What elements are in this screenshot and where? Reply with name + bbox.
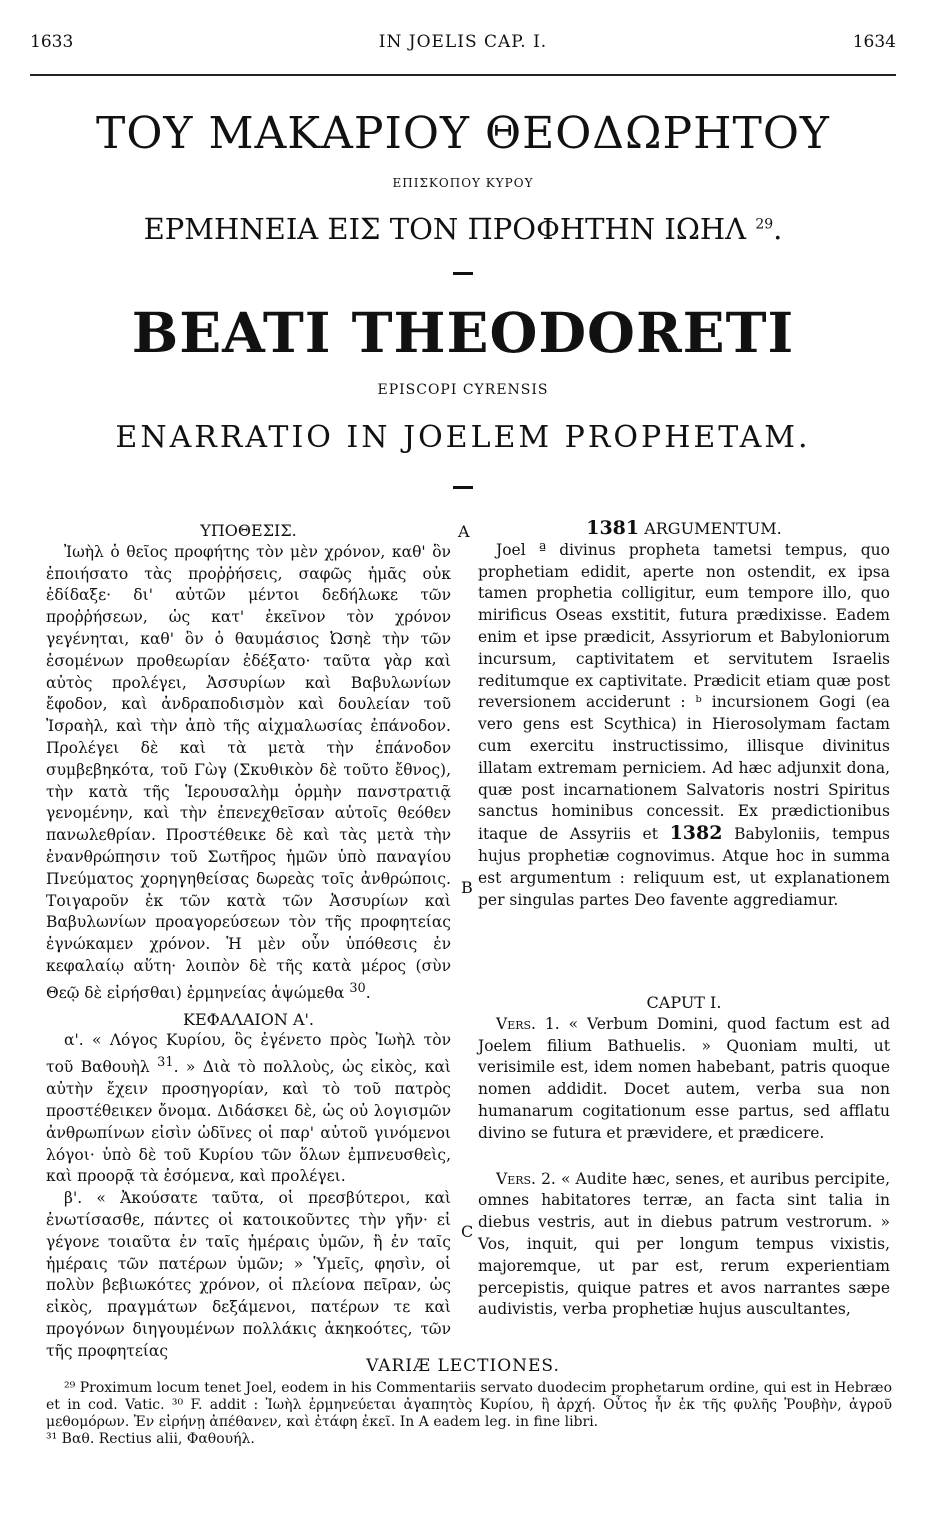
title-greek: ΤΟΥ ΜΑΚΑΡΙΟΥ ΘΕΟΔΩΡΗΤΟΥ — [96, 108, 830, 159]
footnote-29-text: ²⁹ Proximum locum tenet Joel, eodem in his Commentariis servato duodecim prophetarum ordine, qui est in Hebræo et in cod. Vatic. — [46, 1380, 892, 1413]
subtitle-latin: EPISCOPI CYRENSIS — [377, 382, 549, 398]
heading-greek: ΕΡΜΗΝΕΙΑ ΕΙΣ ΤΟΝ ΠΡΟΦΗΤΗΝ ΙΩΗΛ $^{29}$. — [143, 212, 783, 246]
page-number-left: 1633 — [30, 32, 74, 52]
footnote-31: ³¹ Βαθ. Rectius alii, Φαθουήλ. — [46, 1431, 255, 1447]
verse-1-latin-text: « Verbum Domini, quod factum est ad Joelem filium Bathuelis. » Quoniam multi, ut verisimile est, idem nomen habebant, patris quoque nomen addidit. Docet autem, verba sua non humanarum cogitationum esse partus, sed afflatu divino se futura et prævidere, et prædicere. — [478, 1014, 891, 1142]
separator-dash-2 — [453, 486, 473, 489]
argumentum-paragraph — [478, 540, 890, 912]
note-ref-31: 31 — [157, 1055, 174, 1071]
latin-column-chapter — [478, 992, 890, 1321]
hypothesis-heading: ΥΠΟΘΕΣΙΣ. — [200, 521, 297, 540]
verse-1-greek-text: α'. « Λόγος Κυρίου, ὃς ἐγένετο πρὸς Ἰωὴλ τὸν τοῦ Βαθουὴλ — [46, 1031, 451, 1077]
argumentum-heading-line — [478, 518, 890, 540]
chapter-heading-greek: ΚΕΦΑΛΑΙΟΝ Α'. — [183, 1009, 314, 1029]
verse-2-label: Vers. 2. — [496, 1169, 556, 1188]
column-number-1382: 1382 — [669, 822, 723, 845]
chapter-heading-latin: CAPUT I. — [646, 993, 722, 1012]
running-title: IN JOELIS CAP. I. — [378, 32, 548, 52]
hypothesis-paragraph: Ἰωὴλ ὁ θεῖος προφήτης τὸν μὲν χρόνον, καθ' ὃν ἐποιήσατο τὰς προῤῥήσεις, σαφῶς ἡμᾶς οὐκ ἐδίδαξε· δι' αὐτῶν μέντοι δεδήλωκε τῶν προῤῥήσεων, ὡς κατ' ἐκεῖνον τὸν χρόνον γεγένηται, καθ' ὃν ὁ θαυμάσιος Ὠσηὲ τὴν τῶν ἐσομένων προθεωρίαν ἐδέξατο· ταῦτα γὰρ καὶ αὐτὸς προλέγει, Ἀσσυρίων καὶ Βαβυλωνίων ἔφοδον, καὶ ἀνδραποδισμὸν καὶ δουλείαν τοῦ Ἰσραὴλ, καὶ τὴν ἀπὸ τῆς αἰχμαλωσίας ἐπάνοδον. Προλέγει δὲ καὶ τὰ μετὰ τὴν ἐπάνοδον συμβεβηκότα, τοῦ Γὼγ (Σκυθικὸν δὲ τοῦτο ἔθνος), τὴν κατὰ τῆς Ἱερουσαλὴμ ὁρμὴν πανστρατιᾷ γενομένην, καὶ τὴν ἐπενεχθεῖσαν αὐτοῖς θεόθεν πανωλεθρίαν. Προστέθεικε δὲ καὶ τὰς μετὰ τὴν ἐνανθρώπησιν τοῦ Σωτῆρος ἡμῶν ὑπὸ παναγίου Πνεύματος χορηγηθείσας δωρεὰς τοῖς ἀνθρώποις. Τοιγαροῦν ἐκ τῶν κατὰ τῶν Ἀσσυρίων καὶ Βαβυλωνίων προαγορεύσεων τὸν τῆς προφητείας ἐγνώκαμεν χρόνον. Ἡ μὲν οὖν ὑπόθεσις ἐν κεφαλαίῳ αὕτη· λοιπὸν δὲ τῆς κατὰ μέρος (σὺν Θεῷ δὲ εἰρήσθαι) ἑρμηνείας ἁψώμεθα $^{30}$. — [46, 542, 451, 1002]
margin-marker-c: C — [461, 1222, 474, 1241]
footnote-30-text: ³⁰ F. addit : Ἰωὴλ ἑρμηνεύεται ἀγαπητὸς Κυρίου, ἢ ἀρχή. Οὗτος ἦν ἐκ τῆς φυλῆς Ῥουβὴν, ἀγροῦ μεθομόρων. Ἐν εἰρήνῃ ἀπέθανεν, καὶ ἐτάφη ἐκεῖ. In A eadem leg. in fine libri. — [46, 1397, 892, 1430]
verse-1-label: Vers. 1. — [496, 1014, 560, 1033]
page-number-right: 1634 — [852, 32, 896, 52]
variae-lectiones-heading: VARIÆ LECTIONES. — [366, 1356, 560, 1376]
footnotes — [46, 1380, 892, 1448]
note-ref-30: 30 — [349, 980, 366, 996]
column-number-1381: 1381 — [586, 517, 640, 539]
verse-1-greek-rest: . » Διὰ τὸ πολλοὺς, ὡς εἰκὸς, καὶ αὐτὴν ἔχειν προσηγορίαν, καὶ τὸ τοῦ πατρὸς προστέθεικεν ὄνομα. Διδάσκει δὲ, ὡς οὐ λογισμῶν ἀνθρωπίνων εἰσὶν ὠδῖνες οἱ παρ' αὐτοῦ γινόμενοι λόγοι· ὑπὸ δὲ τοῦ Κυρίου τῶν ὅλων ἐμπνευσθεὶς, καὶ προορᾷ τὰ ἐσόμενα, καὶ προλέγει. — [46, 1058, 451, 1186]
heading-latin: ENARRATIO IN JOELEM PROPHETAM. — [115, 420, 811, 455]
header-rule — [30, 74, 896, 76]
footnote-29 — [46, 1380, 892, 1431]
verse-1-greek — [46, 1030, 451, 1188]
heading-greek-text: ΕΡΜΗΝΕΙΑ ΕΙΣ ΤΟΝ ΠΡΟΦΗΤΗΝ ΙΩΗΛ — [143, 212, 747, 246]
argumentum-heading: ARGUMENTUM. — [644, 519, 782, 538]
verse-2-latin — [478, 1169, 890, 1322]
verse-2-latin-text: « Audite hæc, senes, et auribus percipite, omnes habitatores terræ, an facta sint talia in diebus vestris, aut in diebus patrum vestrorum. » Vos, inquit, qui per longum tempus vixistis, majoremque, ut par est, rerum experientiam percepistis, quique patres et avos narrantes sæpe audivistis, verba prophetiæ hujus auscultantes, — [478, 1169, 891, 1319]
argumentum-text-1: Joel ª divinus propheta tametsi tempus, quo prophetiam edidit, aperte non ostendit, ex ipsa tamen prophetia colligitur, eum tempore illo, quo mirificus Oseas exstitit, futura prædixisse. Eadem enim et ipse prædicit, Assyriorum et Babyloniorum incursum, captivitatem et servitutem Israelis reditumque ex captivitate. Prædicit etiam quæ post reversionem acciderunt : ᵇ incursionem Gogi (ea vero gens est Scythica) in Hierosolymam factam cum exercitu instructissimo, illisque divinitus illatam extremam perniciem. Ad hæc adjunxit dona, quæ post incarnationem Salvatoris nostri Spiritus sanctus hominibus concessit. Ex prædictionibus itaque de Assyriis et — [478, 540, 890, 844]
note-ref-29: 29 — [755, 216, 774, 233]
verse-2-greek: β'. « Ἀκούσατε ταῦτα, οἱ πρεσβύτεροι, καὶ ἐνωτίσασθε, πάντες οἱ κατοικοῦντες τὴν γῆν· εἰ γέγονε τοιαῦτα ἐν ταῖς ἡμέραις ὑμῶν, ἢ ἐν ταῖς ἡμέραις τῶν πατέρων ὑμῶν; » Ὑμεῖς, φησὶν, οἱ πολὺν βεβιωκότες χρόνον, οἱ πλείονα πεῖραν, ὡς εἰκὸς, πραγμάτων δεξάμενοι, πατέρων τε καὶ προγόνων διηγουμένων πολλάκις ἀκηκοότες, τῶν τῆς προφητείας — [46, 1189, 451, 1360]
title-latin: BEATI THEODORETI — [131, 300, 795, 365]
subtitle-greek: ΕΠΙΣΚΟΠΟΥ ΚΥΡΟΥ — [392, 176, 534, 190]
argumentum-text-2: Babyloniis, tempus hujus prophetiæ cognovimus. Atque hoc in summa est argumentum : reliquum est, ut explanationem per singulas partes Deo favente aggrediamur. — [478, 825, 891, 909]
margin-marker-b: B — [461, 878, 473, 897]
running-head — [30, 32, 896, 54]
separator-dash — [453, 272, 473, 275]
greek-column — [46, 520, 451, 1363]
latin-column — [478, 518, 890, 911]
margin-marker-a: A — [458, 522, 470, 541]
verse-1-latin — [478, 1014, 890, 1145]
hypothesis-text: Ἰωὴλ ὁ θεῖος προφήτης τὸν μὲν χρόνον, καθ' ὃν ἐποιήσατο τὰς προῤῥήσεις, σαφῶς ἡμᾶς οὐκ ἐδίδαξε· δι' αὐτῶν μέντοι δεδήλωκε τῶν προῤῥήσεων, ὡς κατ' ἐκεῖνον τὸν χρόνον γεγένηται, καθ' ὃν ὁ θαυμάσιος Ὠσηὲ τὴν τῶν ἐσομένων προθεωρίαν ἐδέξατο· ταῦτα γὰρ καὶ αὐτὸς προλέγει, Ἀσσυρίων καὶ Βαβυλωνίων ἔφοδον, καὶ ἀνδραποδισμὸν καὶ δουλείαν τοῦ Ἰσραὴλ, καὶ τὴν ἀπὸ τῆς αἰχμαλωσίας ἐπάνοδον. Προλέγει δὲ καὶ τὰ μετὰ τὴν ἐπάνοδον συμβεβηκότα, τοῦ Γὼγ (Σκυθικὸν δὲ τοῦτο ἔθνος), τὴν κατὰ τῆς Ἱερουσαλὴμ ὁρμὴν πανστρατιᾷ γενομένην, καὶ τὴν ἐπενεχθεῖσαν αὐτοῖς θεόθεν πανωλεθρίαν. Προστέθεικε δὲ καὶ τὰς μετὰ τὴν ἐνανθρώπησιν τοῦ Σωτῆρος ἡμῶν ὑπὸ παναγίου Πνεύματος χορηγηθείσας δωρεὰς τοῖς ἀνθρώποις. Τοιγαροῦν ἐκ τῶν κατὰ τῶν Ἀσσυρίων καὶ Βαβυλωνίων προαγορεύσεων τὸν τῆς προφητείας ἐγνώκαμεν χρόνον. Ἡ μὲν οὖν ὑπόθεσις ἐν κεφαλαίῳ αὕτη· λοιπὸν δὲ τῆς κατὰ μέρος (σὺν Θεῷ δὲ εἰρήσθαι) ἑρμηνείας ἁψώμεθα — [46, 542, 451, 1002]
